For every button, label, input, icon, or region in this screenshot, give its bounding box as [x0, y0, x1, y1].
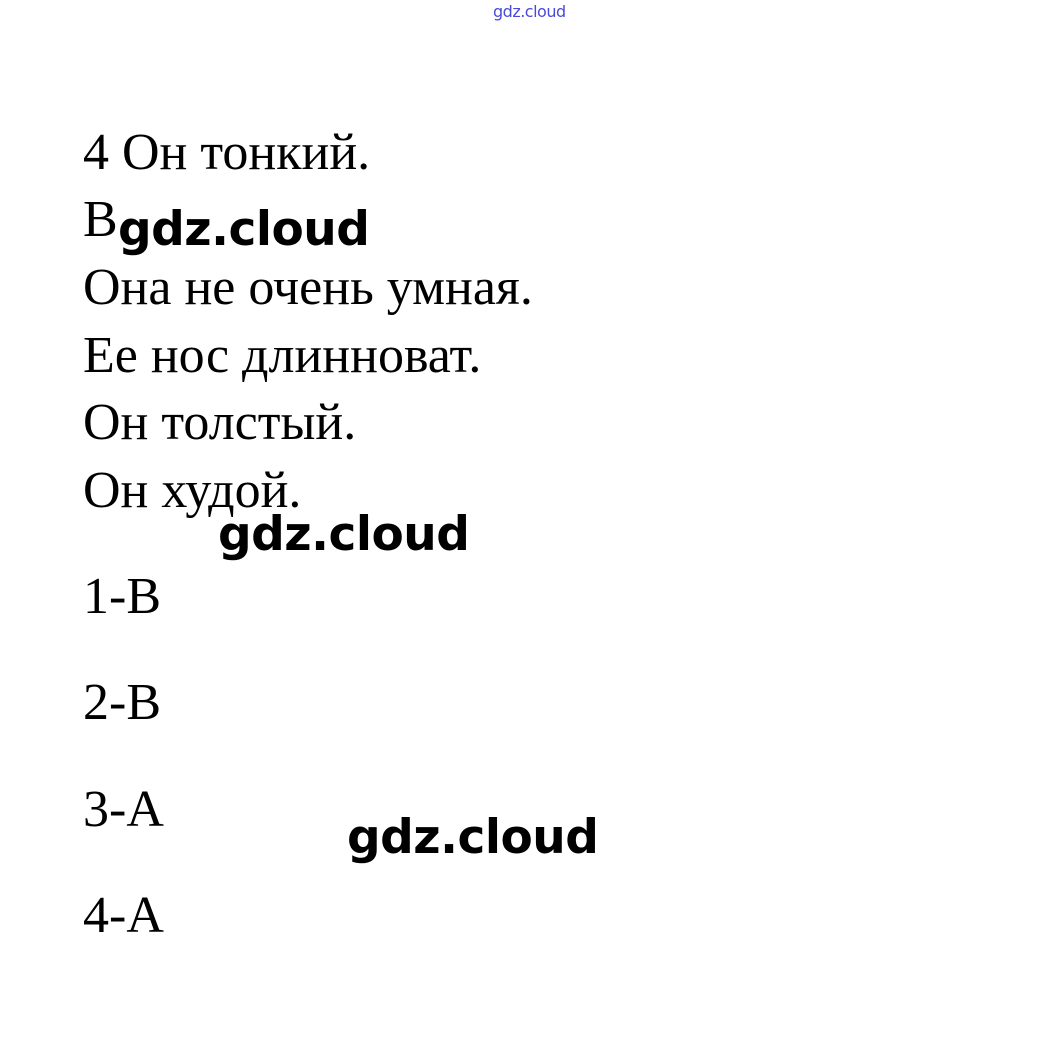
answer-3: 3-А	[83, 781, 164, 838]
watermark-2: gdz.cloud	[218, 507, 470, 562]
watermark-top: gdz.cloud	[493, 2, 566, 21]
text-line-1: 4 Он тонкий.	[83, 124, 371, 181]
text-line-3: Она не очень умная.	[83, 259, 533, 316]
answer-1: 1-В	[83, 568, 161, 625]
answer-2: 2-В	[83, 674, 161, 731]
text-line-2: В	[83, 191, 118, 248]
text-line-5: Он толстый.	[83, 394, 357, 451]
answer-4: 4-А	[83, 887, 164, 944]
watermark-1: gdz.cloud	[118, 202, 370, 257]
watermark-3: gdz.cloud	[347, 810, 599, 865]
text-line-6: Он худой.	[83, 462, 302, 519]
text-line-4: Ее нос длинноват.	[83, 327, 482, 384]
